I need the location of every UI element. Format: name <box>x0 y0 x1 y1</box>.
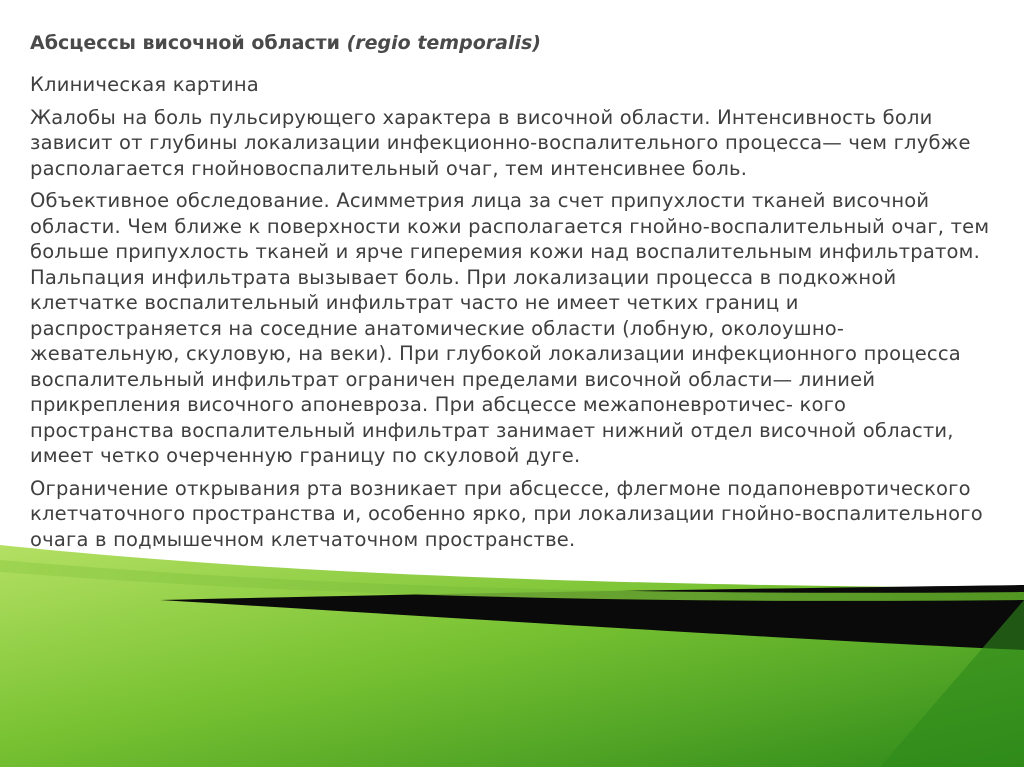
paragraph-heading: Клиническая картина <box>30 73 259 96</box>
paragraph-examination: Объективное обследование. Асимметрия лица за счет припухлости тканей височной области. Чем ближе к поверхности кожи располагается гнойно-воспалительный очаг, тем больше припухлость тканей и ярче гиперемия кожи над воспалительным инфильтратом. Пальпация инфильтрата вызывает боль. При локализации процесса в подкожной клетчатке воспалительный инфильтрат часто не имеет четких границ и распространяется на соседние анатомические области (лобную, околоушно-жевательную, скуловую, на веки). При глубокой локализации инфекционного процесса воспалительный инфильтрат ограничен пределами височной области— линией прикрепления височного апоневроза. При абсцессе межапоневротичес- кого пространства воспалительный инфильтрат занимает нижний отдел височной области, имеет четко очерченную границу по скуловой дуге. <box>30 189 990 467</box>
title-text: Абсцессы височной области <box>30 32 340 54</box>
slide-content <box>30 32 990 559</box>
paragraph-mouth-opening: Ограничение открывания рта возникает при абсцессе, флегмоне подапоневротического клетчаточного пространства и, особенно ярко, при локализации гнойно-воспалительного очага в подмышечном клетчаточном пространстве. <box>30 476 983 551</box>
slide-title <box>30 32 990 54</box>
title-latin: (regio temporalis) <box>346 32 541 54</box>
paragraph-complaints: Жалобы на боль пульсирующего характера в височной области. Интенсивность боли зависит от глубины локализации инфекционно-воспалительного процесса— чем глубже располагается гнойновоспалительный очаг, тем интенсивнее боль. <box>30 105 971 180</box>
